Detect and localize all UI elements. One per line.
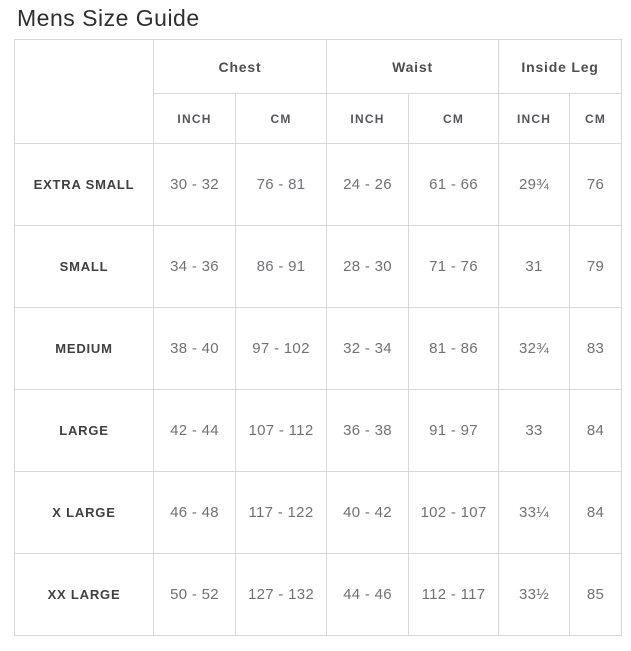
unit-header-waist-cm: CM	[409, 94, 499, 144]
chest-inch-value: 38 - 40	[154, 308, 236, 390]
chest-inch-value: 42 - 44	[154, 390, 236, 472]
unit-header-waist-inch: INCH	[327, 94, 409, 144]
inside-leg-cm-value: 83	[570, 308, 622, 390]
group-header-row	[15, 40, 622, 94]
size-label: LARGE	[15, 390, 154, 472]
chest-cm-value: 117 - 122	[236, 472, 327, 554]
inside-leg-cm-value: 85	[570, 554, 622, 636]
waist-inch-value: 28 - 30	[327, 226, 409, 308]
waist-cm-value: 112 - 117	[409, 554, 499, 636]
chest-cm-value: 86 - 91	[236, 226, 327, 308]
table-body	[15, 144, 622, 636]
chest-cm-value: 76 - 81	[236, 144, 327, 226]
waist-cm-value: 91 - 97	[409, 390, 499, 472]
column-group-chest: Chest	[154, 40, 327, 94]
waist-cm-value: 71 - 76	[409, 226, 499, 308]
size-label: SMALL	[15, 226, 154, 308]
chest-inch-value: 34 - 36	[154, 226, 236, 308]
size-label: MEDIUM	[15, 308, 154, 390]
size-label: XX LARGE	[15, 554, 154, 636]
table-row	[15, 472, 622, 554]
table-header	[15, 40, 622, 144]
waist-cm-value: 81 - 86	[409, 308, 499, 390]
inside-leg-cm-value: 84	[570, 472, 622, 554]
chest-cm-value: 97 - 102	[236, 308, 327, 390]
unit-header-inside-leg-inch: INCH	[499, 94, 570, 144]
unit-header-inside-leg-cm: CM	[570, 94, 622, 144]
unit-header-chest-inch: INCH	[154, 94, 236, 144]
waist-inch-value: 24 - 26	[327, 144, 409, 226]
column-group-inside-leg: Inside Leg	[499, 40, 622, 94]
size-label: EXTRA SMALL	[15, 144, 154, 226]
corner-cell	[15, 40, 154, 144]
inside-leg-inch-value: 33½	[499, 554, 570, 636]
unit-header-chest-cm: CM	[236, 94, 327, 144]
table-row	[15, 308, 622, 390]
size-guide-table	[14, 39, 622, 636]
inside-leg-inch-value: 32¾	[499, 308, 570, 390]
waist-cm-value: 61 - 66	[409, 144, 499, 226]
column-group-waist: Waist	[327, 40, 499, 94]
table-row	[15, 554, 622, 636]
waist-cm-value: 102 - 107	[409, 472, 499, 554]
inside-leg-inch-value: 33	[499, 390, 570, 472]
inside-leg-cm-value: 76	[570, 144, 622, 226]
chest-inch-value: 50 - 52	[154, 554, 236, 636]
waist-inch-value: 32 - 34	[327, 308, 409, 390]
inside-leg-inch-value: 29¾	[499, 144, 570, 226]
inside-leg-cm-value: 79	[570, 226, 622, 308]
chest-cm-value: 107 - 112	[236, 390, 327, 472]
page-title: Mens Size Guide	[17, 5, 200, 31]
waist-inch-value: 36 - 38	[327, 390, 409, 472]
waist-inch-value: 44 - 46	[327, 554, 409, 636]
table-row	[15, 226, 622, 308]
inside-leg-inch-value: 33¼	[499, 472, 570, 554]
table-row	[15, 390, 622, 472]
waist-inch-value: 40 - 42	[327, 472, 409, 554]
size-label: X LARGE	[15, 472, 154, 554]
chest-inch-value: 30 - 32	[154, 144, 236, 226]
inside-leg-inch-value: 31	[499, 226, 570, 308]
inside-leg-cm-value: 84	[570, 390, 622, 472]
table-row	[15, 144, 622, 226]
chest-cm-value: 127 - 132	[236, 554, 327, 636]
chest-inch-value: 46 - 48	[154, 472, 236, 554]
